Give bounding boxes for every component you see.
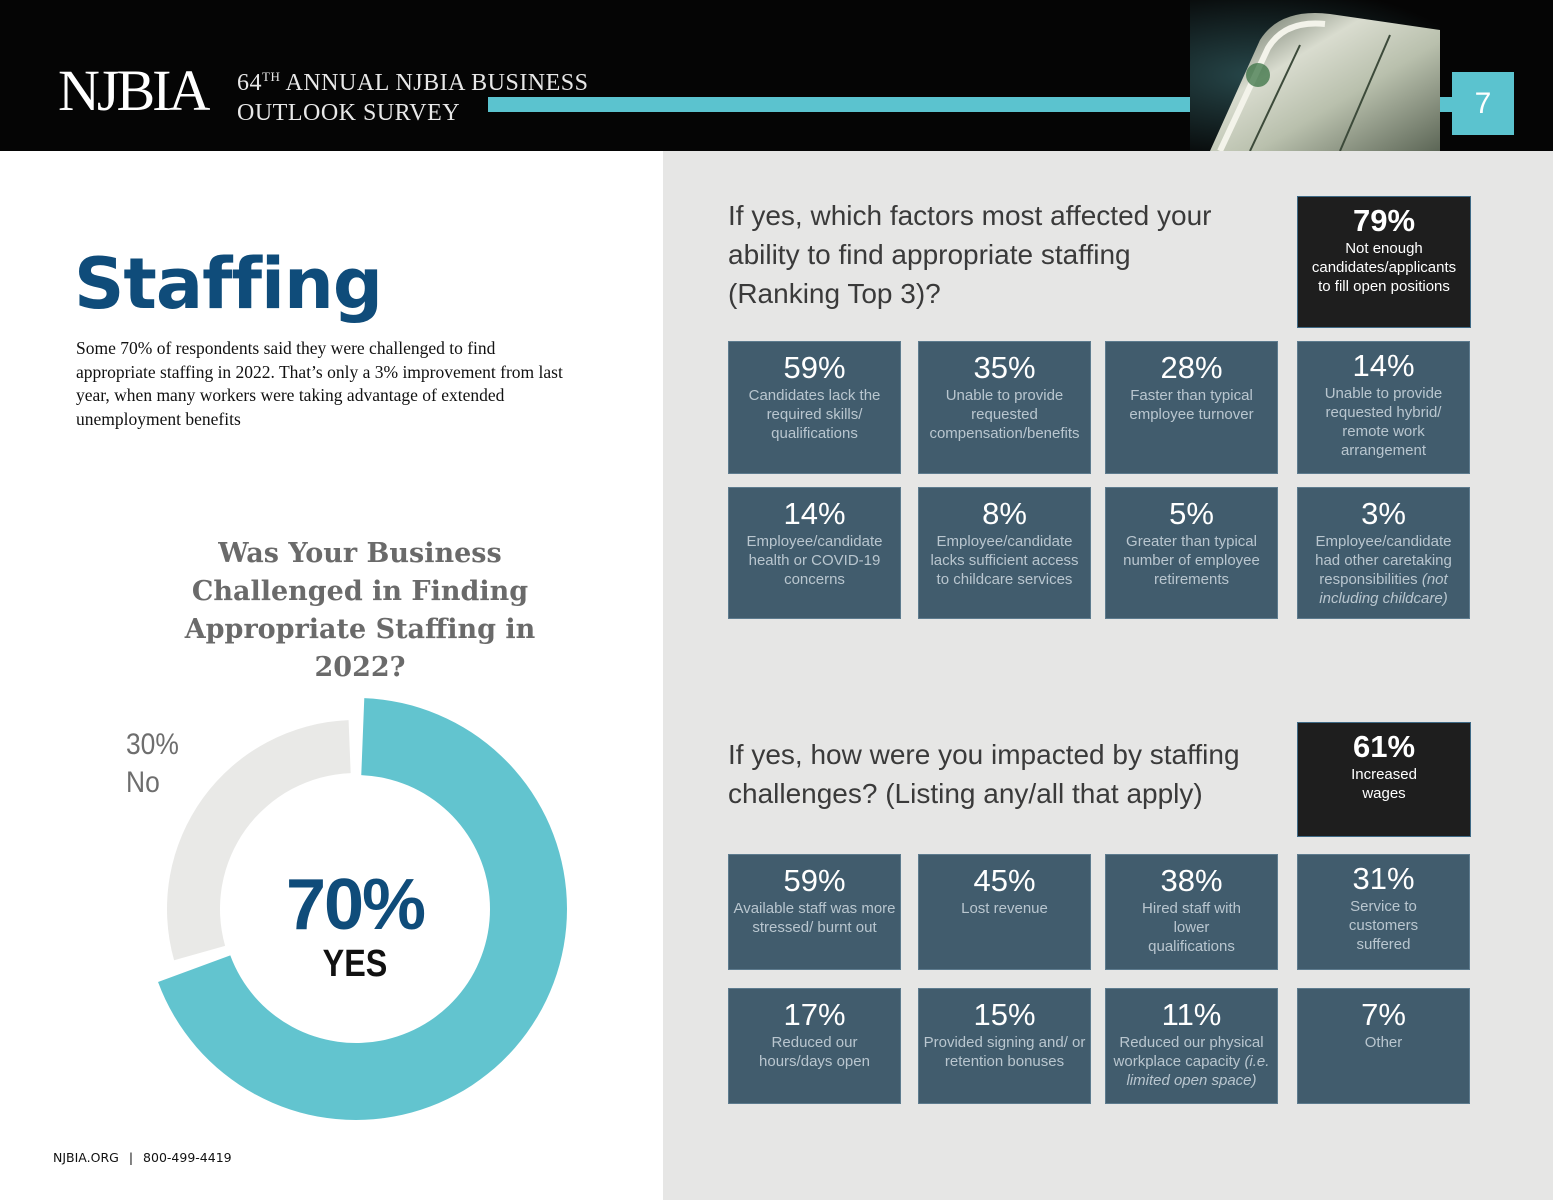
impact-stat-card — [728, 988, 901, 1104]
stat-description-note: (i.e. limited open space) — [1126, 1053, 1270, 1089]
stat-percent: 31% — [1352, 861, 1415, 896]
factor-stat-card — [918, 341, 1091, 474]
yes-percent: 70% — [285, 865, 425, 945]
factors-top-stat — [1297, 196, 1471, 328]
stat-description: Hired staff with lower qualifications — [1142, 900, 1241, 955]
stat-description: Unable to provide requested hybrid/ remote work arrangement — [1324, 385, 1443, 459]
stat-percent: 59% — [783, 863, 846, 898]
survey-title-line1-rest: ANNUAL NJBIA BUSINESS — [280, 70, 589, 96]
impact-stat-card — [918, 988, 1091, 1104]
footer-website-link[interactable]: NJBIA.ORG — [53, 1150, 119, 1165]
impact-stat-card — [1297, 854, 1470, 970]
impact-stat-card — [1297, 988, 1470, 1104]
factor-stat-card — [728, 487, 901, 619]
stat-description: Faster than typical employee turnover — [1129, 387, 1254, 423]
stat-percent: 38% — [1160, 863, 1223, 898]
stat-percent: 5% — [1169, 496, 1214, 531]
factor-stat-card — [1297, 487, 1470, 619]
stat-percent: 8% — [982, 496, 1027, 531]
donut-question-line: Was Your Business — [218, 538, 502, 569]
stat-description: Reduced our hours/days open — [759, 1034, 870, 1070]
factor-stat-card — [1297, 341, 1470, 474]
stat-description: Provided signing and/ or retention bonuses — [923, 1034, 1086, 1070]
impact-stat-card — [1105, 988, 1278, 1104]
stat-percent: 14% — [1352, 348, 1415, 383]
donut-question-line: Appropriate Staffing in 2022? — [184, 614, 536, 683]
stat-percent: 14% — [783, 496, 846, 531]
stat-percent: 35% — [973, 350, 1036, 385]
stat-description: Not enough candidates/applicants to fill open positions — [1311, 240, 1457, 295]
stat-description — [1298, 532, 1469, 608]
stat-description: Employee/candidate lacks sufficient access to childcare services — [930, 533, 1079, 588]
impact-stat-card — [728, 854, 901, 970]
factors-question-heading: If yes, which factors most affected your ability to find appropriate staffing (Ranking Top 3)? — [728, 200, 1212, 309]
factor-stat-card — [1105, 487, 1278, 619]
no-text: No — [126, 766, 160, 799]
stat-percent: 3% — [1361, 496, 1406, 531]
factor-stat-card — [1105, 341, 1278, 474]
stat-description: Lost revenue — [961, 900, 1048, 917]
impact-stat-card — [918, 854, 1091, 970]
impacts-top-stat — [1297, 722, 1471, 837]
stat-percent: 7% — [1361, 997, 1406, 1032]
section-title: Staffing — [74, 243, 382, 325]
header-banner — [0, 0, 1553, 151]
yes-text: YES — [322, 943, 388, 985]
rolled-banknote-image — [1190, 0, 1440, 151]
page-number-badge: 7 — [1452, 72, 1514, 135]
survey-number: 64 — [237, 70, 262, 96]
njbia-logo: NJBIA — [58, 58, 208, 123]
footer-phone: 800-499-4419 — [143, 1150, 232, 1165]
stat-description-main: Employee/candidate had other caretaking responsibilities — [1315, 533, 1452, 588]
stat-percent: 11% — [1161, 997, 1222, 1032]
stat-description: Greater than typical number of employee retirements — [1123, 533, 1260, 588]
stat-percent: 61% — [1352, 729, 1416, 764]
stat-description: Other — [1364, 1034, 1403, 1051]
stat-percent: 59% — [783, 350, 846, 385]
stat-description: Employee/candidate health or COVID-19 concerns — [746, 533, 883, 588]
no-percent: 30% — [126, 728, 179, 761]
factor-stat-card — [918, 487, 1091, 619]
survey-title-line2: OUTLOOK SURVEY — [237, 100, 461, 126]
stat-description-main: Reduced our physical workplace capacity — [1113, 1034, 1264, 1070]
stat-description: Available staff was more stressed/ burnt out — [733, 900, 896, 936]
impacts-question-heading: If yes, how were you impacted by staffing challenges? (Listing any/all that apply) — [728, 739, 1240, 809]
donut-question-line: Challenged in Finding — [191, 576, 529, 607]
stat-description: Unable to provide requested compensation/benefits — [929, 387, 1080, 442]
factor-stat-card — [728, 341, 901, 474]
stat-description: Increased wages — [1351, 766, 1417, 802]
survey-title — [237, 62, 589, 128]
stat-description: Candidates lack the required skills/ qualifications — [748, 387, 881, 442]
survey-title-line1 — [237, 62, 589, 98]
footer — [53, 1150, 232, 1165]
stat-description-note: (not including childcare) — [1319, 571, 1448, 607]
stat-percent: 28% — [1160, 350, 1223, 385]
stat-percent: 79% — [1352, 203, 1416, 238]
stat-description — [1106, 1033, 1277, 1090]
footer-separator: | — [128, 1150, 134, 1165]
stat-description: Service to customers suffered — [1348, 898, 1419, 953]
stat-percent: 45% — [973, 863, 1036, 898]
survey-number-suffix: TH — [262, 69, 281, 84]
stat-percent: 17% — [783, 997, 846, 1032]
donut-no-label — [126, 726, 179, 802]
intro-paragraph: Some 70% of respondents said they were challenged to find appropriate staffing in 2022. That’s only a 3% improvement from last year, when many workers were taking advantage of extended unemployment benefits — [76, 338, 563, 429]
impact-stat-card — [1105, 854, 1278, 970]
stat-percent: 15% — [973, 997, 1036, 1032]
